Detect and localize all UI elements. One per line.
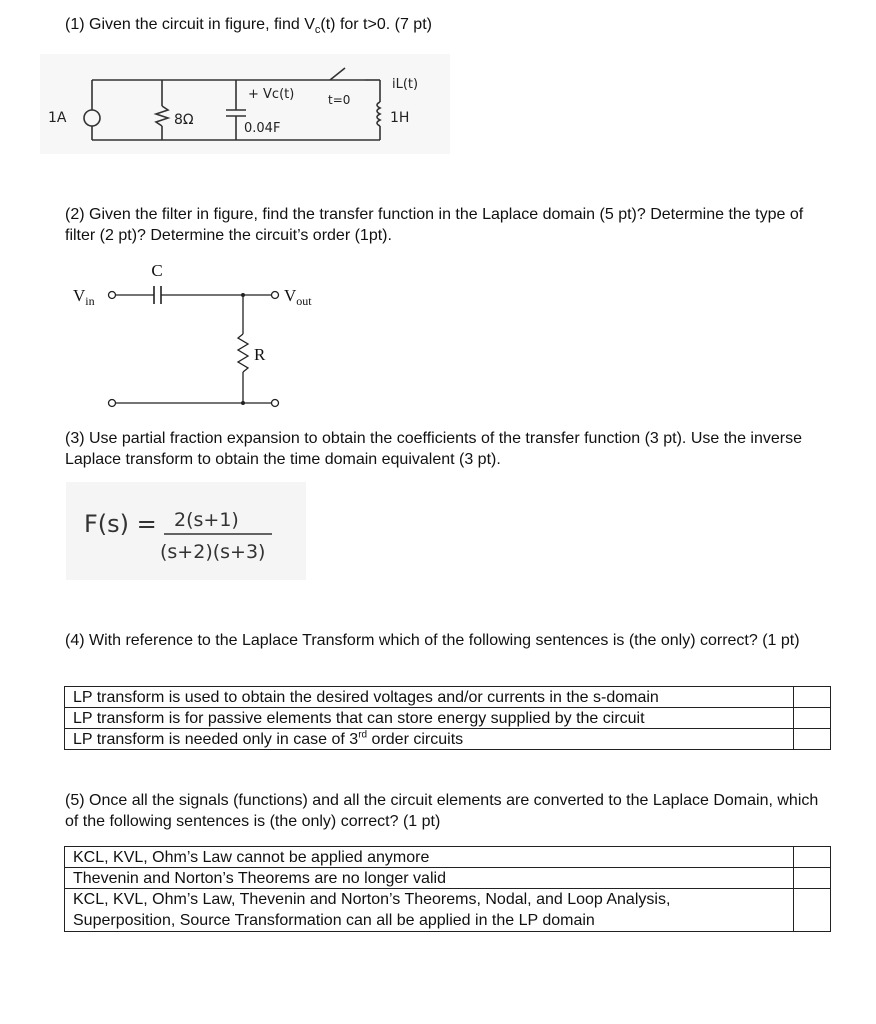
q5-option-3-text: KCL, KVL, Ohm’s Law, Thevenin and Norton’s Theorems, Nodal, and Loop Analysis, Superposition, Source Transformation can all be applied in the LP domain: [65, 889, 794, 932]
q5-option-2-answer-box[interactable]: [794, 868, 831, 889]
resistor-label: 8Ω: [174, 112, 194, 128]
q4-options-table: [64, 686, 831, 750]
q5-option-3-answer-box[interactable]: [794, 889, 831, 932]
switch-label: t=0: [328, 93, 351, 107]
vout-label: $V_{out}$: [284, 286, 312, 308]
q5-options-table: [64, 846, 831, 932]
current-label: iL(t): [392, 77, 419, 92]
q1-text-pre: (1) Given the circuit in figure, find V: [65, 16, 315, 33]
q5-option-1-text: KCL, KVL, Ohm’s Law cannot be applied anymore: [65, 847, 794, 868]
q4-option-2: [65, 708, 831, 729]
formula-numerator: 2(s+1): [174, 509, 239, 531]
q4-option-3: [65, 729, 831, 750]
q3-formula-figure: [66, 482, 306, 580]
vc-label: + Vc(t): [248, 87, 295, 102]
question-4: (4) With reference to the Laplace Transform which of the following sentences is (the only) correct? (1 pt): [65, 632, 800, 649]
inductor-label: 1H: [390, 110, 410, 126]
source-label: 1A: [48, 110, 67, 126]
capacitor-c-label: C: [151, 261, 163, 280]
q5-option-2: [65, 868, 831, 889]
question-3: (3) Use partial fraction expansion to obtain the coefficients of the transfer function (3 pt). Use the inverse Laplace transform to obtain the time domain equivalent (3 pt).: [65, 430, 802, 468]
q5-option-2-text: Thevenin and Norton’s Theorems are no longer valid: [65, 868, 794, 889]
question-2: (2) Given the filter in figure, find the transfer function in the Laplace domain (5 pt)? Determine the type of filter (2 pt)? Determine the circuit’s order (1pt).: [65, 206, 804, 244]
q5-option-3: [65, 889, 831, 932]
q5-option-1: [65, 847, 831, 868]
q4-option-1-answer-box[interactable]: [794, 687, 831, 708]
resistor-r-label: R: [254, 345, 266, 364]
q4-option-3-answer-box[interactable]: [794, 729, 831, 750]
q1-text-post: (t) for t>0. (7 pt): [320, 16, 432, 33]
formula-lhs: F(s) =: [84, 510, 157, 538]
q4-option-1-text: LP transform is used to obtain the desired voltages and/or currents in the s-domain: [65, 687, 794, 708]
q1-circuit-figure: [40, 54, 450, 154]
q5-option-1-answer-box[interactable]: [794, 847, 831, 868]
formula-denominator: (s+2)(s+3): [160, 541, 266, 563]
q4-option-3-text: LP transform is needed only in case of 3rd order circuits: [65, 729, 794, 750]
q4-option-2-text: LP transform is for passive elements that can store energy supplied by the circuit: [65, 708, 794, 729]
capacitor-label: 0.04F: [244, 121, 281, 136]
q4-option-2-answer-box[interactable]: [794, 708, 831, 729]
question-1: [65, 14, 825, 35]
q1-subscript: c: [314, 24, 321, 37]
question-5: (5) Once all the signals (functions) and all the circuit elements are converted to the Laplace Domain, which of the following sentences is (the only) correct? (1 pt): [65, 792, 819, 830]
vin-label: $V_{in}$: [73, 286, 95, 308]
q2-filter-figure: [60, 256, 340, 416]
q4-option-1: [65, 687, 831, 708]
